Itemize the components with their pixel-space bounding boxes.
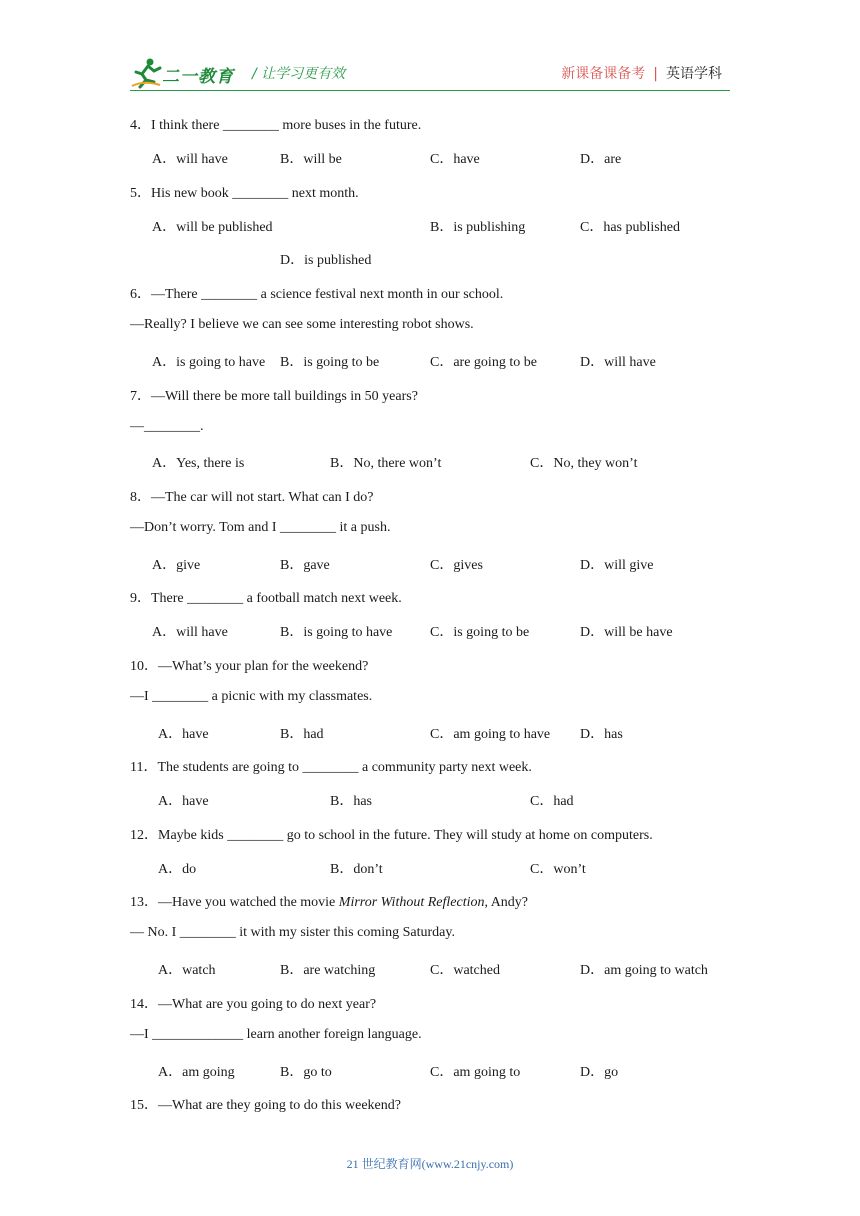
question-15: 15．—What are they going to do this weekend?: [130, 1098, 401, 1113]
q5-option-c[interactable]: C．has published: [580, 220, 680, 235]
q6-option-d[interactable]: D．will have: [580, 355, 656, 370]
q5-option-d[interactable]: D．is published: [280, 253, 372, 268]
runner-logo-icon: [130, 56, 164, 90]
logo: [130, 56, 240, 90]
question-13-suffix: , Andy?: [484, 895, 529, 910]
q6-option-a[interactable]: A．is going to have: [152, 355, 266, 370]
question-8-reply: —Don’t worry. Tom and I ________ it a push.: [130, 520, 391, 535]
question-13: [130, 891, 528, 911]
question-7: 7．—Will there be more tall buildings in 50 years?: [130, 389, 418, 404]
header-tag-prep: 新课备课备考: [561, 66, 646, 82]
q8-option-c[interactable]: C．gives: [430, 558, 483, 573]
q14-option-c[interactable]: C．am going to: [430, 1065, 521, 1080]
question-13-prefix: 13．—Have you watched the movie: [130, 895, 339, 910]
q11-option-b[interactable]: B．has: [330, 794, 372, 809]
q5-option-b[interactable]: B．is publishing: [430, 220, 526, 235]
question-9: 9．There ________ a football match next week.: [130, 591, 402, 606]
q9-option-c[interactable]: C．is going to be: [430, 625, 530, 640]
q13-option-c[interactable]: C．watched: [430, 963, 500, 978]
q8-option-a[interactable]: A．give: [152, 558, 201, 573]
q14-option-d[interactable]: D．go: [580, 1065, 619, 1080]
q11-option-a[interactable]: A．have: [158, 794, 209, 809]
logo-text: 二一教育: [162, 67, 234, 87]
question-14-reply: —I _____________ learn another foreign language.: [130, 1027, 422, 1042]
header-separator: |: [653, 66, 658, 82]
question-4: 4．I think there ________ more buses in the future.: [130, 118, 422, 133]
q7-option-c[interactable]: C．No, they won’t: [530, 456, 638, 471]
q7-option-b[interactable]: B．No, there won’t: [330, 456, 442, 471]
question-5: 5．His new book ________ next month.: [130, 186, 359, 201]
q9-option-a[interactable]: A．will have: [152, 625, 228, 640]
q12-option-b[interactable]: B．don’t: [330, 862, 383, 877]
header-divider: [130, 90, 730, 91]
question-11: 11．The students are going to ________ a community party next week.: [130, 760, 532, 775]
q9-option-b[interactable]: B．is going to have: [280, 625, 393, 640]
footer[interactable]: 21 世纪教育网(www.21cnjy.com): [346, 1157, 514, 1171]
q10-option-d[interactable]: D．has: [580, 727, 623, 742]
slogan: / 让学习更有效: [252, 66, 346, 82]
header-subject: 英语学科: [666, 66, 722, 82]
q4-option-b[interactable]: B．will be: [280, 152, 342, 167]
question-13-reply: — No. I ________ it with my sister this coming Saturday.: [130, 925, 455, 940]
q6-option-c[interactable]: C．are going to be: [430, 355, 537, 370]
q14-option-b[interactable]: B．go to: [280, 1065, 332, 1080]
q13-option-b[interactable]: B．are watching: [280, 963, 376, 978]
movie-title: Mirror Without Reflection: [338, 895, 485, 910]
question-10-reply: —I ________ a picnic with my classmates.: [130, 689, 373, 704]
question-14: 14．—What are you going to do next year?: [130, 997, 377, 1012]
question-6-reply: —Really? I believe we can see some interesting robot shows.: [130, 317, 474, 332]
q10-option-b[interactable]: B．had: [280, 727, 324, 742]
question-6: 6．—There ________ a science festival next month in our school.: [130, 287, 504, 302]
q12-option-c[interactable]: C．won’t: [530, 862, 586, 877]
q14-option-a[interactable]: A．am going: [158, 1065, 235, 1080]
q13-option-a[interactable]: A．watch: [158, 963, 216, 978]
q7-option-a[interactable]: A．Yes, there is: [152, 456, 245, 471]
q9-option-d[interactable]: D．will be have: [580, 625, 673, 640]
q13-option-d[interactable]: D．am going to watch: [580, 963, 708, 978]
q12-option-a[interactable]: A．do: [158, 862, 197, 877]
question-7-reply: —________.: [130, 419, 204, 434]
q6-option-b[interactable]: B．is going to be: [280, 355, 380, 370]
q8-option-d[interactable]: D．will give: [580, 558, 654, 573]
question-12: 12．Maybe kids ________ go to school in the future. They will study at home on computers.: [130, 828, 653, 843]
question-10: 10．—What’s your plan for the weekend?: [130, 659, 369, 674]
question-8: 8．—The car will not start. What can I do?: [130, 490, 374, 505]
page-header: [130, 56, 730, 90]
q10-option-a[interactable]: A．have: [158, 727, 209, 742]
q4-option-d[interactable]: D．are: [580, 152, 622, 167]
q5-option-a[interactable]: A．will be published: [152, 220, 273, 235]
q10-option-c[interactable]: C．am going to have: [430, 727, 551, 742]
q8-option-b[interactable]: B．gave: [280, 558, 330, 573]
q4-option-a[interactable]: A．will have: [152, 152, 228, 167]
q11-option-c[interactable]: C．had: [530, 794, 574, 809]
q4-option-c[interactable]: C．have: [430, 152, 480, 167]
header-right: [561, 63, 722, 83]
